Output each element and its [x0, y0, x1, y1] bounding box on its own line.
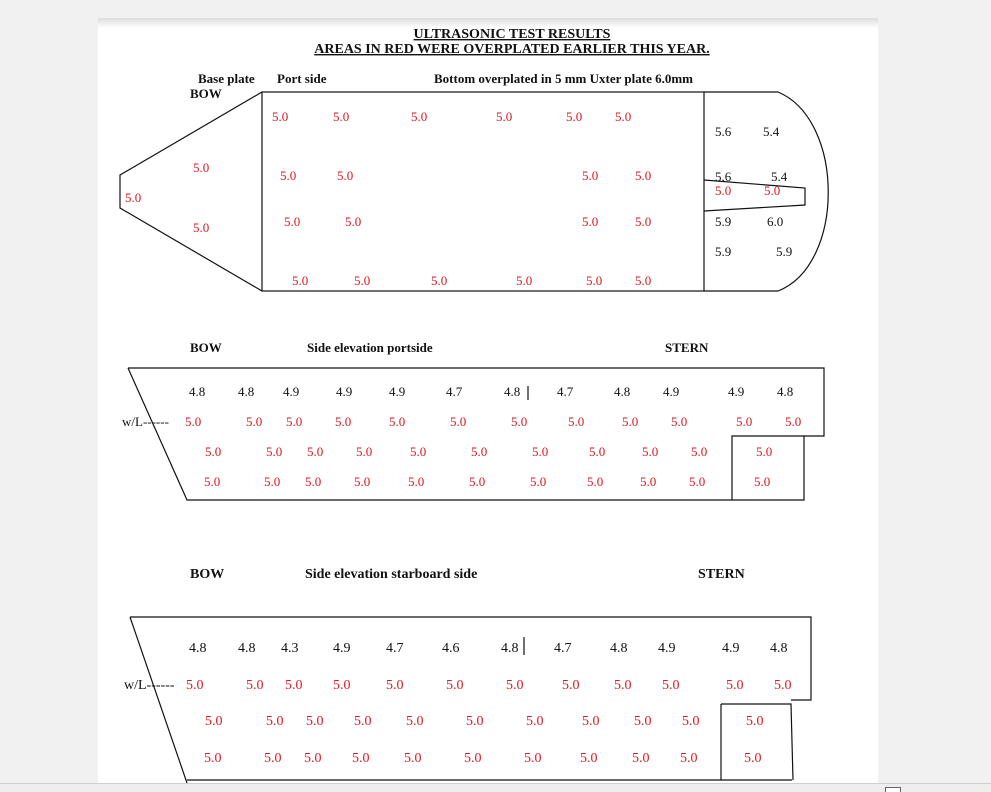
port-row-1: [189, 384, 793, 399]
reading: 5.0: [404, 751, 422, 766]
plan-bow-label: BOW: [190, 86, 222, 101]
reading: 5.0: [354, 474, 371, 489]
reading: 4.6: [442, 641, 460, 656]
reading: 5.0: [746, 714, 764, 729]
resize-handle[interactable]: [885, 787, 901, 792]
reading: 4.8: [777, 384, 794, 399]
reading: 5.0: [304, 751, 322, 766]
reading: 5.0: [530, 474, 547, 489]
reading: 5.0: [580, 751, 598, 766]
reading: 4.9: [728, 384, 745, 399]
reading: 5.0: [586, 273, 603, 288]
reading: 5.0: [204, 751, 222, 766]
port-stern-label: STERN: [665, 340, 709, 355]
reading: 5.0: [264, 474, 281, 489]
reading: 5.0: [352, 751, 370, 766]
reading: 5.0: [205, 444, 222, 459]
reading: 5.0: [266, 714, 284, 729]
plan-stern-red-values: [715, 183, 780, 198]
reading: 4.9: [333, 641, 351, 656]
starboard-bow-label: BOW: [190, 567, 225, 582]
reading: 5.0: [356, 444, 373, 459]
port-side-label: Port side: [277, 71, 327, 86]
reading: 5.0: [410, 444, 427, 459]
reading: 4.9: [389, 384, 406, 399]
reading: 5.0: [335, 414, 352, 429]
reading: 4.8: [189, 384, 206, 399]
reading: 5.0: [431, 273, 448, 288]
reading: 5.0: [587, 474, 604, 489]
reading: 5.0: [562, 678, 580, 693]
reading: 5.0: [193, 160, 210, 175]
reading: 5.4: [763, 124, 780, 139]
reading: 5.0: [744, 751, 762, 766]
starboard-stern-label: STERN: [698, 567, 745, 582]
reading: 5.0: [568, 414, 585, 429]
reading: 5.0: [406, 714, 424, 729]
reading: 5.0: [524, 751, 542, 766]
reading: 4.7: [446, 384, 463, 399]
reading: 5.0: [526, 714, 544, 729]
starboard-row-2: [186, 678, 792, 693]
reading: 5.6: [715, 124, 732, 139]
reading: 5.0: [125, 190, 142, 205]
reading: 5.0: [411, 109, 428, 124]
reading: 4.8: [189, 641, 207, 656]
reading: 5.0: [615, 109, 632, 124]
reading: 5.0: [516, 273, 533, 288]
reading: 5.0: [450, 414, 467, 429]
reading: 4.9: [663, 384, 680, 399]
reading: 5.0: [285, 678, 303, 693]
reading: 5.9: [715, 244, 732, 259]
reading: 5.0: [204, 474, 221, 489]
reading: 5.0: [715, 183, 732, 198]
reading: 5.0: [186, 678, 204, 693]
reading: 5.0: [306, 714, 324, 729]
reading: 5.0: [774, 678, 792, 693]
reading: 4.9: [658, 641, 676, 656]
reading: 5.0: [337, 168, 354, 183]
reading: 5.0: [589, 444, 606, 459]
starboard-row-4: [204, 751, 762, 766]
reading: 5.0: [680, 751, 698, 766]
report-subtitle: AREAS IN RED WERE OVERPLATED EARLIER THIS YEAR.: [314, 42, 710, 57]
plan-mid-values: [272, 109, 651, 288]
reading: 5.0: [635, 273, 652, 288]
reading: 5.0: [682, 714, 700, 729]
reading: 5.0: [532, 444, 549, 459]
reading: 5.0: [471, 444, 488, 459]
reading: 5.0: [754, 474, 771, 489]
starboard-elevation: [124, 567, 811, 783]
reading: 4.8: [610, 641, 628, 656]
reading: 5.0: [305, 474, 322, 489]
reading: 5.0: [582, 714, 600, 729]
reading: 5.0: [292, 273, 309, 288]
reading: 5.0: [691, 444, 708, 459]
reading: 5.0: [205, 714, 223, 729]
reading: 5.0: [246, 414, 263, 429]
starboard-row-3: [205, 714, 764, 729]
reading: 5.0: [642, 444, 659, 459]
reading: 4.9: [336, 384, 353, 399]
port-waterline-label: w/L------: [122, 414, 169, 429]
reading: 5.0: [634, 714, 652, 729]
reading: 5.0: [671, 414, 688, 429]
reading: 5.0: [284, 214, 301, 229]
reading: 5.0: [496, 109, 513, 124]
reading: 5.0: [756, 444, 773, 459]
reading: 5.0: [333, 678, 351, 693]
reading: 5.0: [764, 183, 781, 198]
reading: 4.9: [283, 384, 300, 399]
starboard-row-1: [189, 641, 788, 656]
reading: 5.0: [354, 273, 371, 288]
reading: 5.0: [736, 414, 753, 429]
port-row-3: [205, 444, 772, 459]
reading: 5.0: [272, 109, 289, 124]
reading: 5.0: [333, 109, 350, 124]
reading: 5.0: [511, 414, 528, 429]
port-row-2: [185, 414, 801, 429]
plan-bow-values: [125, 160, 209, 235]
reading: 5.0: [582, 214, 599, 229]
reading: 5.0: [280, 168, 297, 183]
reading: 5.0: [185, 414, 202, 429]
reading: 5.0: [785, 414, 802, 429]
reading: 5.0: [466, 714, 484, 729]
reading: 5.0: [632, 751, 650, 766]
reading: 5.0: [354, 714, 372, 729]
reading: 5.0: [386, 678, 404, 693]
starboard-title-label: Side elevation starboard side: [305, 567, 478, 582]
reading: 5.0: [286, 414, 303, 429]
reading: 5.0: [264, 751, 282, 766]
reading: 4.7: [386, 641, 404, 656]
reading: 5.6: [715, 169, 732, 184]
reading: 6.0: [767, 214, 784, 229]
port-elevation: [122, 340, 824, 500]
reading: 4.7: [554, 641, 572, 656]
base-plate-label: Base plate: [198, 71, 255, 86]
reading: 5.0: [246, 678, 264, 693]
reading: 5.0: [635, 214, 652, 229]
reading: 5.0: [635, 168, 652, 183]
port-bow-label: BOW: [190, 340, 222, 355]
reading: 5.0: [726, 678, 744, 693]
reading: 5.0: [614, 678, 632, 693]
reading: 5.9: [776, 244, 793, 259]
reading: 5.0: [389, 414, 406, 429]
reading: 5.0: [464, 751, 482, 766]
reading: 5.0: [640, 474, 657, 489]
starboard-waterline-label: w/L------: [124, 678, 175, 693]
reading: 5.0: [662, 678, 680, 693]
reading: 4.8: [770, 641, 788, 656]
reading: 4.8: [504, 384, 521, 399]
reading: 4.7: [557, 384, 574, 399]
reading: 5.0: [408, 474, 425, 489]
reading: 5.0: [446, 678, 464, 693]
port-title-label: Side elevation portside: [307, 340, 433, 355]
reading: 5.0: [193, 220, 210, 235]
reading: 5.0: [345, 214, 362, 229]
reading: 5.9: [715, 214, 732, 229]
reading: 4.8: [614, 384, 631, 399]
reading: 4.8: [501, 641, 519, 656]
reading: 5.0: [307, 444, 324, 459]
reading: 5.0: [266, 444, 283, 459]
reading: 5.0: [506, 678, 524, 693]
reading: 4.9: [722, 641, 740, 656]
bottom-overplated-label: Bottom overplated in 5 mm Uxter plate 6.0mm: [434, 71, 693, 86]
reading: 5.0: [622, 414, 639, 429]
port-row-4: [204, 474, 770, 489]
reading: 4.8: [238, 641, 256, 656]
reading: 4.3: [281, 641, 299, 656]
report-title: ULTRASONIC TEST RESULTS: [413, 27, 611, 42]
reading: 5.0: [582, 168, 599, 183]
reading: 5.0: [689, 474, 706, 489]
reading: 4.8: [238, 384, 255, 399]
plan-view: [120, 71, 828, 291]
reading: 5.0: [566, 109, 583, 124]
reading: 5.0: [469, 474, 486, 489]
reading: 5.4: [771, 169, 788, 184]
